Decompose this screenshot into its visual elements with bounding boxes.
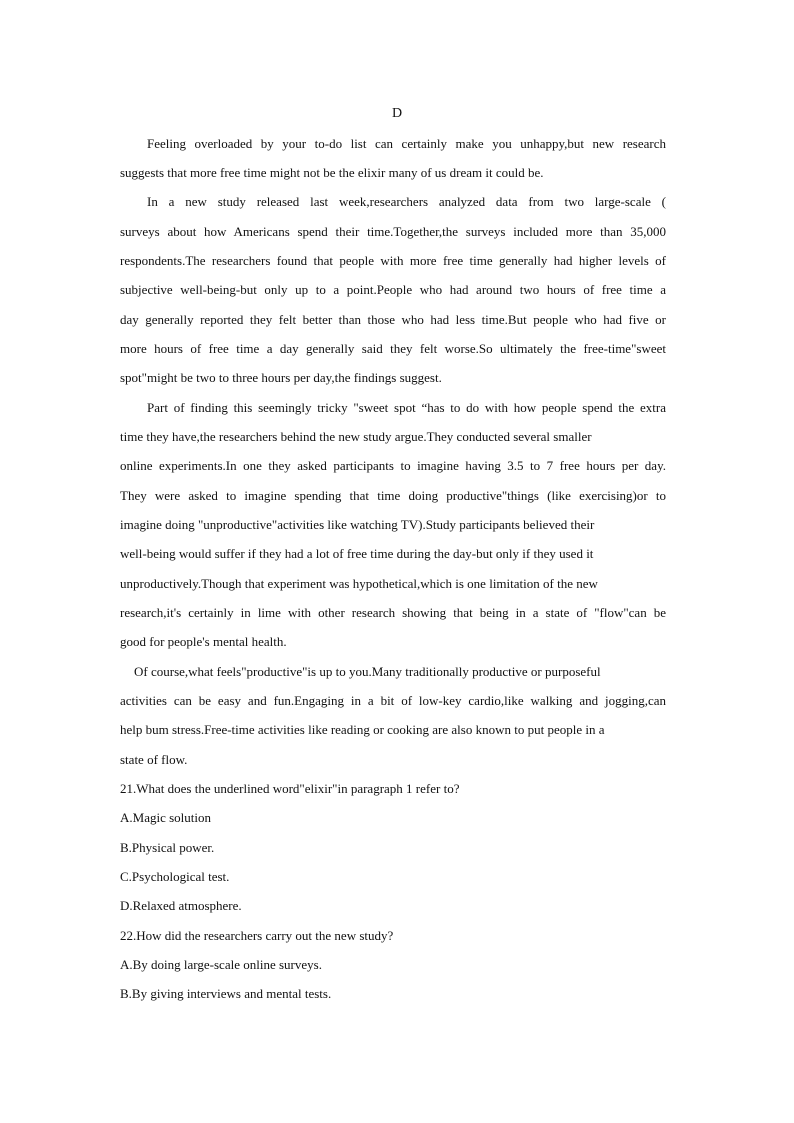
- paragraph-1-line-2: suggests that more free time might not be the elixir many of us dream it could be.: [120, 165, 544, 180]
- question-21-option-b: B.Physical power.: [120, 840, 215, 855]
- question-22-stem: 22.How did the researchers carry out the new study?: [120, 928, 394, 943]
- paragraph-4-line-3: help bum stress.Free-time activities like reading or cooking are also known to put people in a: [120, 722, 605, 737]
- paragraph-4-line-4: state of flow.: [120, 752, 188, 767]
- paragraph-3-line-2: time they have,the researchers behind the new study argue.They conducted several smaller: [120, 429, 592, 444]
- paragraph-2-line-6: more hours of free time a day generally said they felt worse.So ultimately the free-time"sweet: [120, 341, 666, 356]
- paragraph-2-line-4: subjective well-being-but only up to a point.People who had around two hours of free time a: [120, 282, 666, 297]
- paragraph-3-line-4: They were asked to imagine spending that time doing productive"things (like exercising)or to: [120, 488, 666, 503]
- paragraph-2-line-1: In a new study released last week,researchers analyzed data from two large-scale (: [147, 194, 666, 209]
- paragraph-3-line-7: unproductively.Though that experiment was hypothetical,which is one limitation of the new: [120, 576, 598, 591]
- paragraph-3-line-1: Part of finding this seemingly tricky "sweet spot “has to do with how people spend the extra: [147, 400, 666, 415]
- paragraph-1-line-1: Feeling overloaded by your to-do list can certainly make you unhappy,but new research: [147, 136, 666, 151]
- paragraph-2-line-7: spot"might be two to three hours per day,the findings suggest.: [120, 370, 442, 385]
- paragraph-2-line-3: respondents.The researchers found that people with more free time generally had higher levels of: [120, 253, 666, 268]
- section-heading: D: [391, 106, 403, 121]
- question-21-stem: 21.What does the underlined word"elixir"in paragraph 1 refer to?: [120, 781, 460, 796]
- paragraph-3-line-9: good for people's mental health.: [120, 634, 287, 649]
- paragraph-2-line-2: surveys about how Americans spend their time.Together,the surveys included more than 35,000: [120, 224, 666, 239]
- question-21-option-a: A.Magic solution: [120, 810, 211, 825]
- question-22-option-b: B.By giving interviews and mental tests.: [120, 986, 332, 1001]
- question-21-option-c: C.Psychological test.: [120, 869, 230, 884]
- paragraph-3-line-3: online experiments.In one they asked participants to imagine having 3.5 to 7 free hours per day.: [120, 458, 666, 473]
- paragraph-4-line-2: activities can be easy and fun.Engaging in a bit of low-key cardio,like walking and jogging,can: [120, 693, 666, 708]
- paragraph-3-line-6: well-being would suffer if they had a lot of free time during the day-but only if they used it: [120, 546, 594, 561]
- question-21-option-d: D.Relaxed atmosphere.: [120, 898, 242, 913]
- paragraph-3-line-5: imagine doing "unproductive"activities like watching TV).Study participants believed their: [120, 517, 595, 532]
- question-22-option-a: A.By doing large-scale online surveys.: [120, 957, 322, 972]
- paragraph-4-line-1: Of course,what feels"productive"is up to you.Many traditionally productive or purposeful: [134, 664, 601, 679]
- paragraph-2-line-5: day generally reported they felt better than those who had less time.But people who had five or: [120, 312, 666, 327]
- paragraph-3-line-8: research,it's certainly in lime with other research showing that being in a state of "flow"can be: [120, 605, 666, 620]
